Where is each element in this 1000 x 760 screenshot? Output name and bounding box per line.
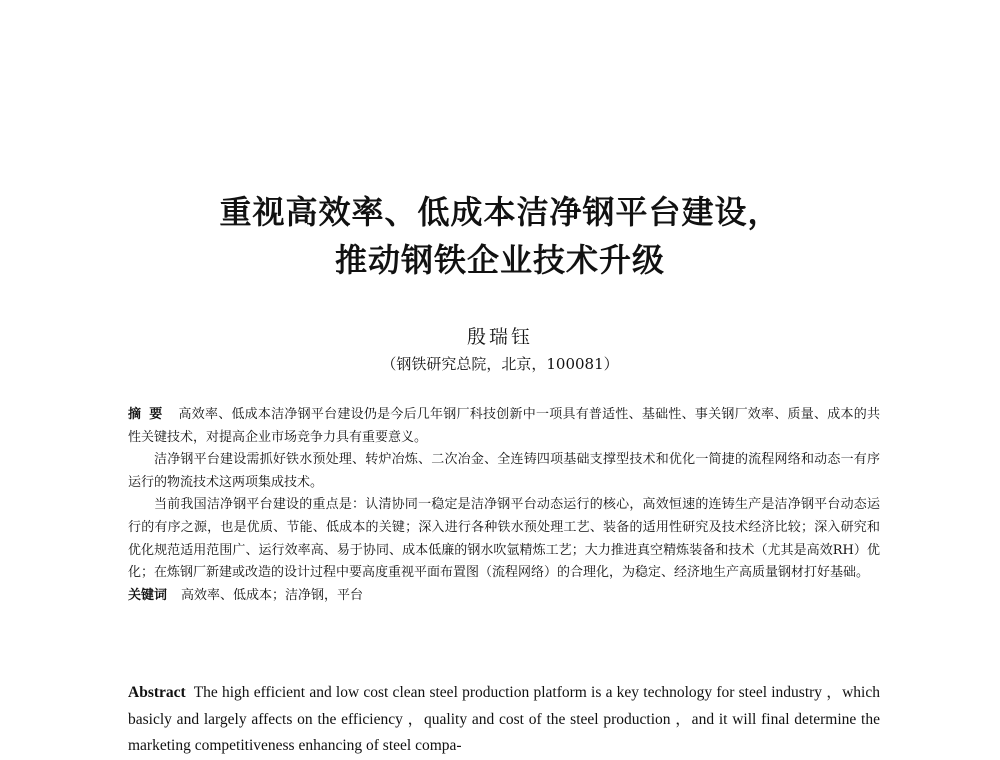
english-abstract <box>128 680 880 760</box>
abstract-en-text: The high efficient and low cost clean steel production platform is a key technology for steel industry ，which basicly and largely affects on the efficiency ，quality and cost of the steel production ，and it will final determine the marketing competitiveness enhancing of steel compa- <box>128 684 880 755</box>
keywords-line <box>128 585 880 608</box>
abstract-en-label: Abstract <box>128 684 186 701</box>
keywords-label: 关键词 <box>128 587 168 603</box>
abstract-cn-text-1: 高效率、低成本洁净钢平台建设仍是今后几年钢厂科技创新中一项具有普适性、基础性、事关钢厂效率、质量、成本的共性关键技术，对提高企业市场竞争力具有重要意义。 <box>128 407 880 445</box>
title-line-1: 重视高效率、低成本洁净钢平台建设， <box>219 193 781 231</box>
chinese-abstract <box>128 404 880 607</box>
author-affiliation: （钢铁研究总院，北京，100081） <box>381 355 619 373</box>
title-line-2: 推动钢铁企业技术升级 <box>334 241 665 279</box>
keywords-text: 高效率、低成本；洁净钢，平台 <box>181 587 364 603</box>
author-name: 殷瑞钰 <box>466 326 533 348</box>
abstract-en-paragraph <box>128 680 880 760</box>
abstract-cn-paragraph-2: 洁净钢平台建设需抓好铁水预处理、转炉冶炼、二次冶金、全连铸四项基础支撑型技术和优化一简捷的流程网络和动态一有序运行的物流技术这两项集成技术。 <box>128 452 880 490</box>
abstract-cn-label: 摘要 <box>128 407 171 422</box>
abstract-cn-paragraph-1 <box>128 404 880 449</box>
abstract-cn-paragraph-3: 当前我国洁净钢平台建设的重点是：认清协同一稳定是洁净钢平台动态运行的核心，高效恒速的连铸生产是洁净钢平台动态运行的有序之源，也是优质、节能、低成本的关键；深入进行各种铁水预处理工艺、装备的适用性研究及技术经济比较；深入研究和优化规范适用范围广、运行效率高、易于协同、成本低廉的钢水吹氩精炼工艺；大力推进真空精炼装备和技术（尤其是高效RH）优化；在炼钢厂新建或改造的设计过程中要高度重视平面布置图（流程网络）的合理化，为稳定、经济地生产高质量钢材打好基础。 <box>128 497 880 581</box>
